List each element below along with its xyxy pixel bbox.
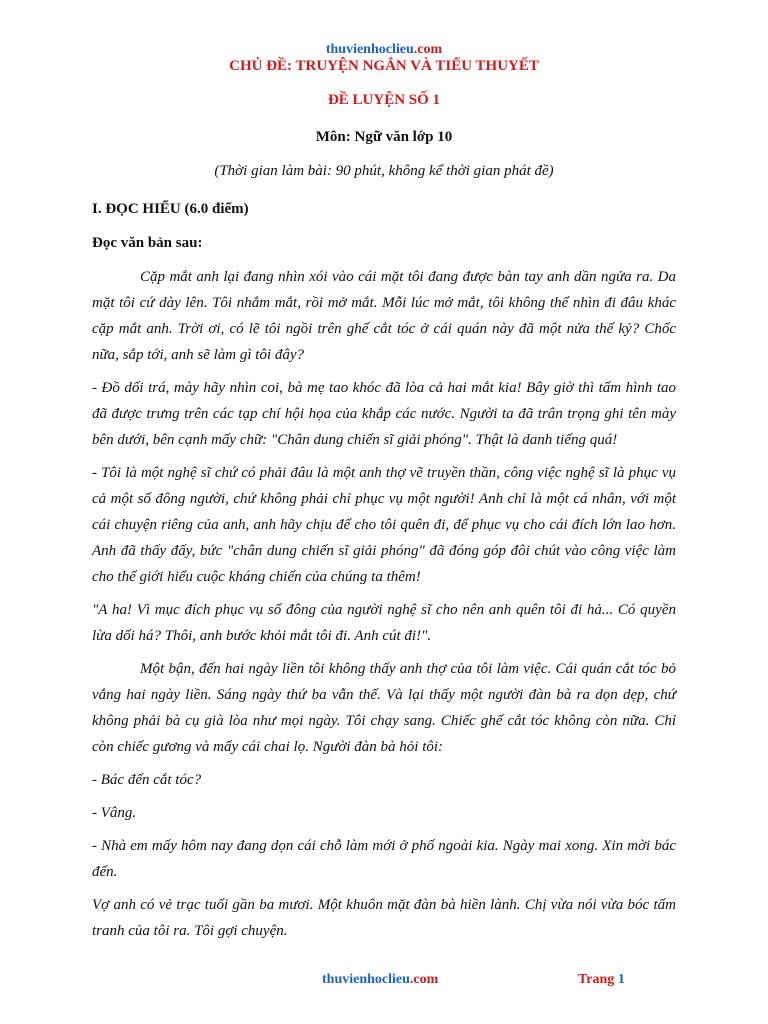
- section-title: I. ĐỌC HIỂU (6.0 điểm): [92, 201, 249, 217]
- passage-paragraph: Một bận, đến hai ngày liền tôi không thấy anh thợ của tôi làm việc. Cái quán cắt tóc bỏ vắng hai ngày liền. Sáng ngày thứ ba vẫn thế. Và lại thấy một người đàn bà ra dọn dẹp, chứ không phải bà cụ già lòa như mọi ngày. Tôi chạy sang. Chiếc ghế cắt tóc không còn nữa. Chỉ còn chiếc gương và mấy cái chai lọ. Người đàn bà hỏi tôi:: [92, 661, 676, 755]
- passage-paragraph: - Tôi là một nghệ sĩ chứ có phải đâu là một anh thợ vẽ truyền thần, công việc nghệ sĩ là phục vụ cả một số đông người, chứ không phải chỉ phục vụ một người! Anh chỉ là một cá nhân, với một cái chuyện riêng của anh, anh hãy chịu để cho tôi quên đi, để phục vụ cho cái đích lớn lao hơn. Anh đã thấy đấy, bức "chân dung chiến sĩ giải phóng" đã đóng góp đôi chút vào công việc làm cho thế giới hiểu cuộc kháng chiến của chúng ta thêm!: [92, 465, 676, 585]
- page-label: Trang: [578, 972, 615, 987]
- time-note: (Thời gian làm bài: 90 phút, không kể thời gian phát đề): [214, 163, 554, 179]
- passage-paragraph: Cặp mắt anh lại đang nhìn xói vào cái mặt tôi đang được bàn tay anh dần ngửa ra. Da mặt tôi cứ dày lên. Tôi nhắm mắt, rồi mở mắt. Mỗi lúc mở mắt, tôi không thể nhìn đi đâu khác cặp mắt anh. Trời ơi, có lẽ tôi ngồi trên ghế cắt tóc ở cái quán này đã một nửa thế kỷ? Chốc nữa, sắp tới, anh sẽ làm gì tôi đây?: [92, 269, 676, 363]
- page-indicator: [578, 972, 625, 988]
- subject-line: Môn: Ngữ văn lớp 10: [315, 129, 453, 145]
- footer-brand: [322, 972, 438, 988]
- passage-paragraph: - Bác đến cắt tóc?: [92, 772, 202, 788]
- passage-paragraph: "A ha! Vì mục đích phục vụ số đông của người nghệ sĩ cho nên anh quên tôi đi hả... Có quyền lừa dối há? Thôi, anh bước khỏi mắt tôi đi. Anh cút đi!".: [92, 602, 676, 644]
- exam-number: ĐỀ LUYỆN SỐ 1: [327, 92, 441, 108]
- topic-title: CHỦ ĐỀ: TRUYỆN NGẮN VÀ TIỂU THUYẾT: [229, 58, 539, 74]
- reading-instruction: Đọc văn bản sau:: [92, 235, 203, 251]
- footer-brand-domain: .com: [409, 972, 439, 987]
- footer-brand-name: thuvienhoclieu: [322, 972, 410, 987]
- document-body: [92, 196, 676, 944]
- passage-paragraph: Vợ anh có vẻ trạc tuổi gần ba mươi. Một khuôn mặt đàn bà hiền lành. Chị vừa nói vừa bóc tấm tranh của tôi ra. Tôi gợi chuyện.: [92, 897, 676, 939]
- passage-paragraph: - Nhà em mấy hôm nay đang dọn cái chỗ làm mới ở phố ngoài kia. Ngày mai xong. Xin mời bác đến.: [92, 838, 676, 880]
- passage-paragraph: - Đồ dối trá, mày hãy nhìn coi, bà mẹ tao khóc đã lòa cả hai mắt kia! Bây giờ thì tấm hình tao đã được trưng trên các tạp chí hội họa của khắp các nước. Người ta đã trân trọng ghi tên mày bên dưới, bên cạnh mấy chữ: "Chân dung chiến sĩ giải phóng". Thật là danh tiếng quá!: [92, 380, 676, 448]
- page-number: 1: [617, 972, 625, 987]
- header-brand-name: thuvienhoclieu: [325, 42, 414, 57]
- header-brand-domain: .com: [413, 42, 443, 57]
- header-brand: [0, 42, 768, 58]
- passage-paragraph: - Vâng.: [92, 805, 137, 821]
